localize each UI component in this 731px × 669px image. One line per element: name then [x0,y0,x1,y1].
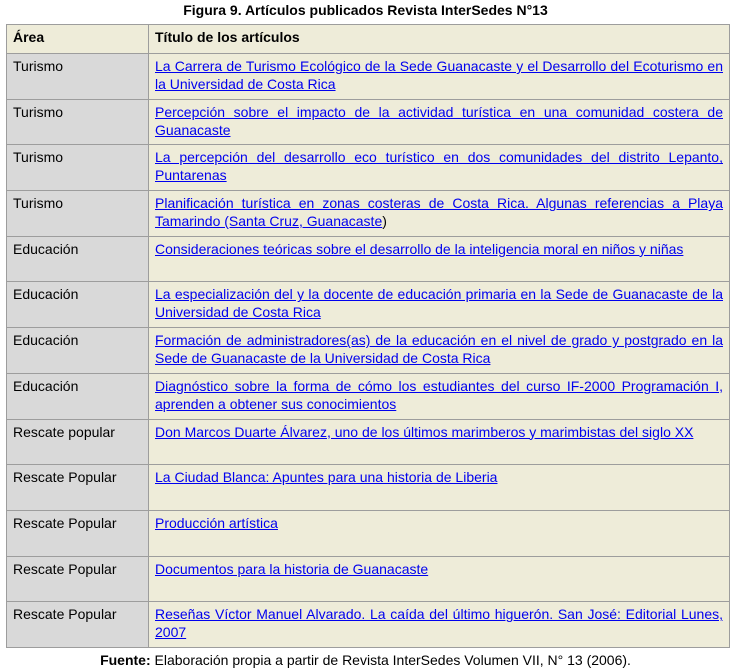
table-row [7,191,730,237]
row-title-cell [149,282,730,328]
article-link[interactable]: La percepción del desarrollo eco turístico en dos comunidades del distrito Lepanto, Puntarenas [155,149,723,184]
row-title-cell [149,191,730,237]
row-title-cell [149,145,730,191]
article-link[interactable]: Reseñas Víctor Manuel Alvarado. La caída del último higuerón. San José: Editorial Lunes, 2007 [155,606,723,641]
article-link[interactable]: Don Marcos Duarte Álvarez, uno de los últimos marimberos y marimbistas del siglo XX [155,423,694,440]
row-area: Educación [7,236,149,282]
table-row [7,145,730,191]
article-link[interactable]: Planificación turística en zonas costeras de Costa Rica. Algunas referencias a Playa Tamarindo (Santa Cruz, Guanacaste [155,195,723,230]
table-row [7,602,730,648]
row-title-cell [149,236,730,282]
table-header-row [7,25,730,54]
article-link[interactable]: La Carrera de Turismo Ecológico de la Sede Guanacaste y el Desarrollo del Ecoturismo en la Universidad de Costa Rica [155,58,723,92]
row-title-cell [149,602,730,648]
figure-caption [0,0,731,24]
table-row [7,419,730,465]
header-area: Área [7,25,149,54]
row-title-cell [149,328,730,374]
source-text: Elaboración propia a partir de Revista InterSedes Volumen VII, N° 13 (2006). [150,652,631,668]
article-link[interactable]: La Ciudad Blanca: Apuntes para una historia de Liberia [155,469,498,486]
article-link[interactable]: Percepción sobre el impacto de la actividad turística en una comunidad costera de Guanacaste [155,103,723,138]
row-title-cell [149,419,730,465]
row-area: Educación [7,373,149,419]
row-title-cell [149,373,730,419]
table-row [7,465,730,511]
table-row [7,282,730,328]
row-area: Rescate Popular [7,510,149,556]
row-title-cell [149,510,730,556]
article-link[interactable]: La especialización del y la docente de educación primaria en la Sede de Guanacaste de la Universidad de Costa Rica [155,286,723,321]
table-row [7,556,730,602]
row-area: Rescate popular [7,419,149,465]
articles-table [6,24,730,648]
article-link[interactable]: Consideraciones teóricas sobre el desarrollo de la inteligencia moral en niños y niñas [155,240,684,257]
figure-title: Figura 9. Artículos publicados Revista InterSedes N°13 [183,2,548,18]
row-area: Turismo [7,191,149,237]
row-title-cell [149,556,730,602]
source-label: Fuente: [100,652,151,668]
row-title-cell [149,99,730,145]
row-title-cell [149,54,730,100]
row-area: Turismo [7,145,149,191]
row-area: Rescate Popular [7,556,149,602]
source-note [0,651,731,669]
row-area: Educación [7,282,149,328]
row-area: Rescate Popular [7,465,149,511]
table-row [7,99,730,145]
row-area: Turismo [7,54,149,100]
row-area: Rescate Popular [7,602,149,648]
article-link[interactable]: Formación de administradores(as) de la educación en el nivel de grado y postgrado en la Sede de Guanacaste de la Universidad de Costa Rica [155,332,723,367]
article-link[interactable]: Producción artística [155,514,278,531]
table-row [7,328,730,374]
title-trailing-text: ) [382,213,387,230]
header-title: Título de los artículos [149,25,730,54]
article-link[interactable]: Documentos para la historia de Guanacaste [155,560,429,577]
row-title-cell [149,465,730,511]
table-row [7,373,730,419]
table-row [7,54,730,100]
row-area: Educación [7,328,149,374]
table-row [7,510,730,556]
row-area: Turismo [7,99,149,145]
article-link[interactable]: Diagnóstico sobre la forma de cómo los estudiantes del curso IF-2000 Programación I, aprenden a obtener sus conocimientos [155,377,723,412]
table-row [7,236,730,282]
